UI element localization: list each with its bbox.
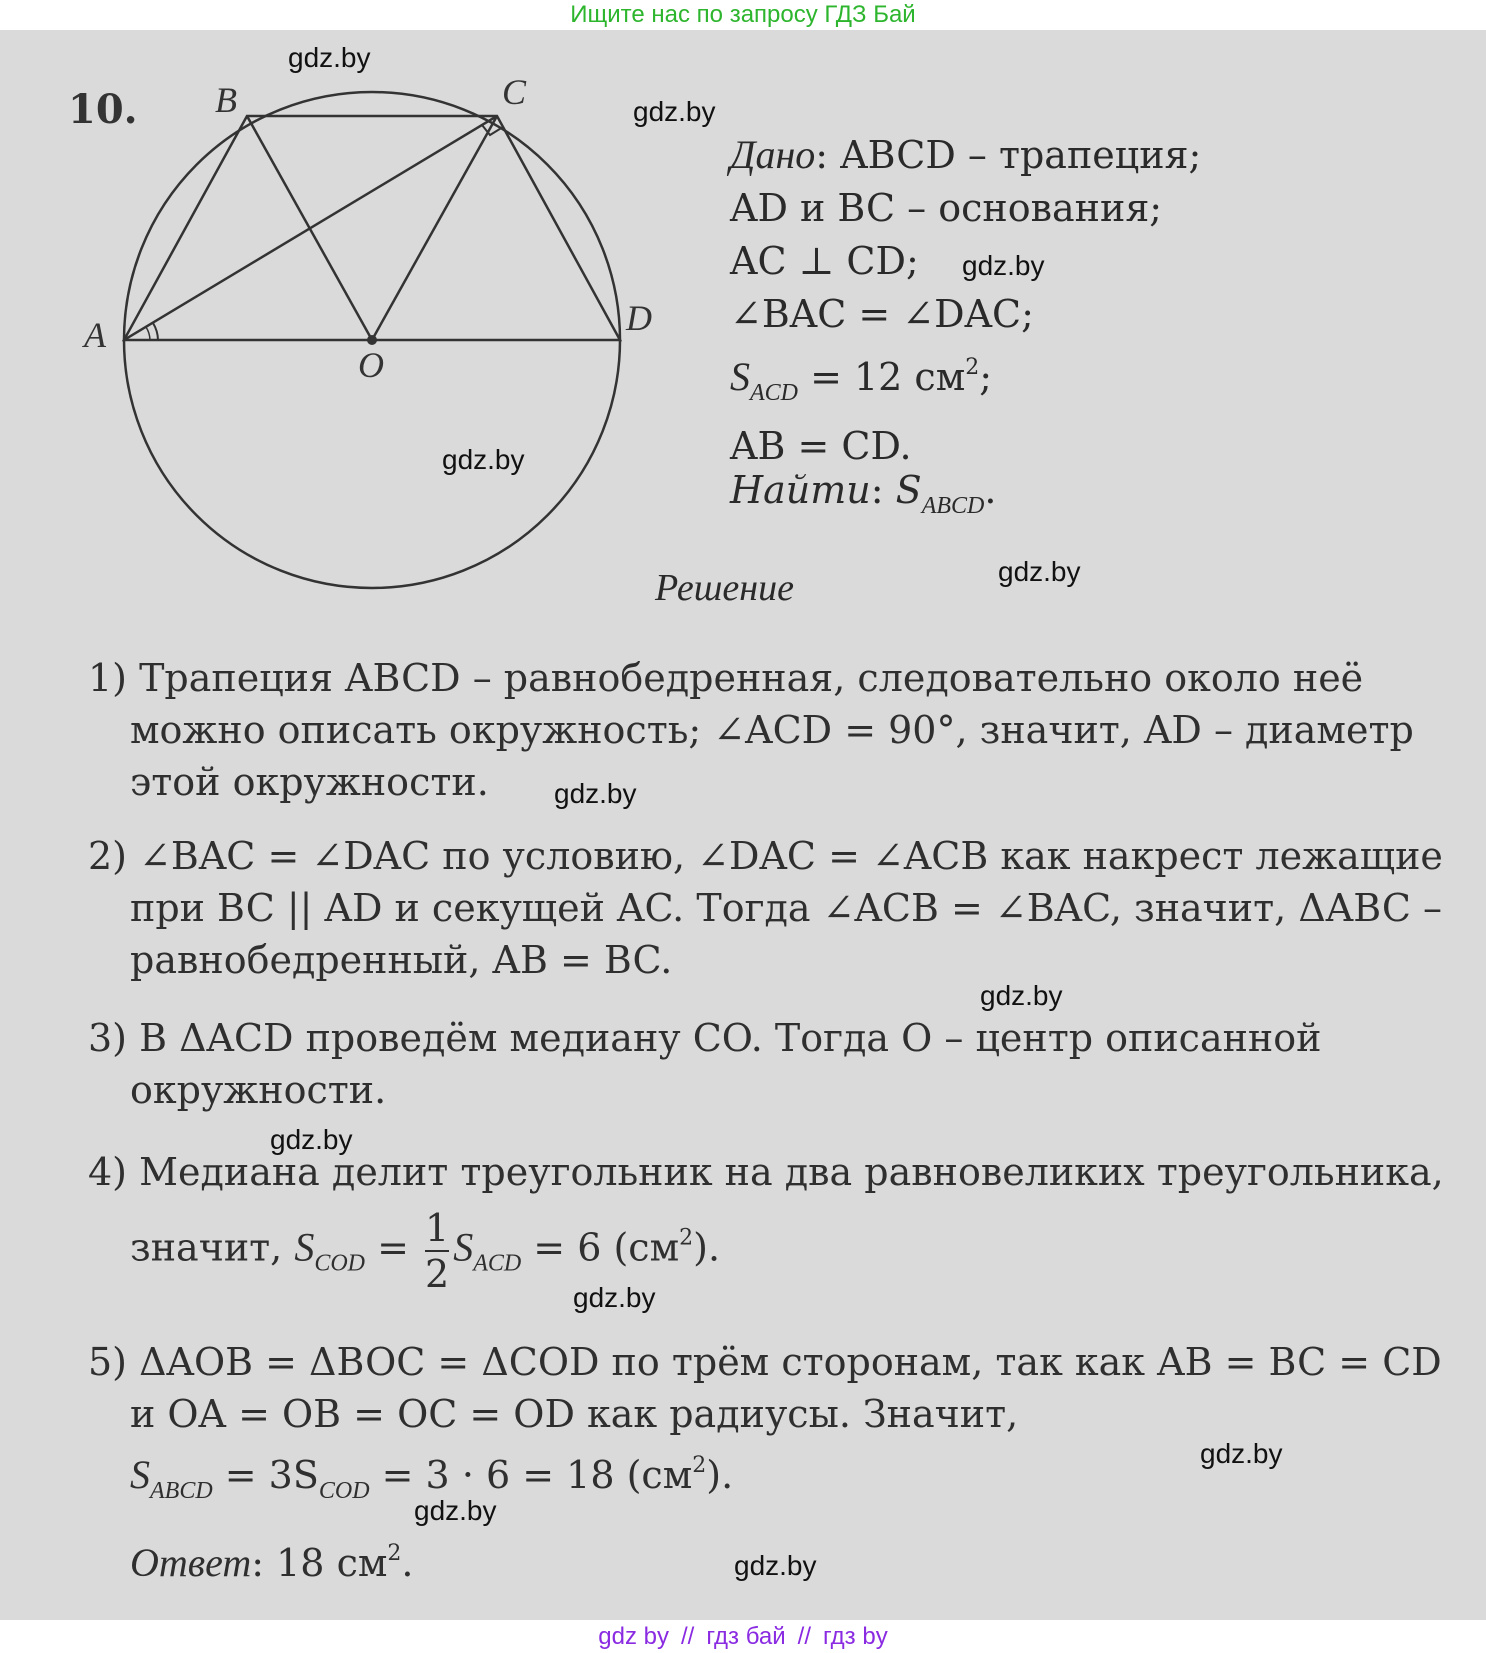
step-1-line-2: можно описать окружность; ∠ACD = 90°, значит, AD – диаметр (130, 708, 1414, 752)
watermark: gdz.by (573, 1282, 656, 1313)
step-1-line-3: этой окружности. (130, 760, 489, 804)
watermark: gdz.by (270, 1124, 353, 1155)
segment-bo (247, 116, 372, 340)
step-2-line-1: 2) ∠BAC = ∠DAC по условию, ∠DAC = ∠ACB как накрест лежащие (88, 834, 1443, 878)
bottom-link-2[interactable]: гдз бай (706, 1623, 786, 1650)
step-5-line-1: 5) ΔAOB = ΔBOC = ΔCOD по трём сторонам, так как AB = BC = CD (88, 1340, 1442, 1384)
step-2 (88, 830, 1443, 986)
find-label: Найти (730, 468, 871, 512)
given-line-1: Дано: ABCD – трапеция; (730, 132, 1202, 177)
given-line-6: AB = CD. (730, 424, 912, 468)
bottom-link-1[interactable]: gdz by (598, 1623, 669, 1650)
answer-line: Ответ: 18 $см^2$. (130, 1540, 414, 1585)
given-block (730, 128, 1201, 473)
watermark: gdz.by (554, 778, 637, 809)
median-co (372, 116, 497, 340)
trapezoid-abcd (124, 116, 620, 340)
step-4-line-1: 4) Медиана делит треугольник на два равновеликих треугольника, (88, 1150, 1444, 1194)
problem-number: 10. (68, 86, 138, 133)
label-a: A (84, 315, 106, 355)
bottom-banner: gdz by // гдз бай // гдз by (0, 1620, 1486, 1653)
angle-mark-a (153, 323, 158, 340)
center-point-o (367, 335, 377, 345)
step-4-line-2: значит, $S_{COD}$ = $\frac{1}{2}$ $S_{ACD} = 6$ $(см^2)$. (130, 1206, 721, 1296)
step-5 (88, 1336, 1442, 1517)
watermark: gdz.by (998, 556, 1081, 587)
answer-label: Ответ (130, 1540, 252, 1585)
step-3-line-2: окружности. (130, 1068, 387, 1112)
watermark: gdz.by (414, 1495, 497, 1526)
given-line-2: AD и BC – основания; (730, 186, 1163, 230)
fraction-one-half: $\frac{1}{2}$ (425, 1206, 450, 1296)
label-d: D (626, 298, 652, 338)
watermark: gdz.by (288, 42, 371, 73)
find-line: Найти: $S_{ABCD}$. (730, 468, 997, 519)
step-2-line-3: равнобедренный, AB = BC. (130, 938, 673, 982)
given-label: Дано (730, 132, 816, 177)
watermark: gdz.by (633, 96, 716, 127)
label-o: O (358, 345, 384, 385)
step-3 (88, 1012, 1321, 1116)
step-2-line-2: при BC || AD и секущей AC. Тогда ∠ACB = ∠BAC, значит, ΔABC – (130, 886, 1442, 930)
given-line-5: $S_{ACD} = 12$ $см^2$; (730, 354, 993, 406)
watermark: gdz.by (442, 444, 525, 475)
step-5-line-3: $S_{ABCD} = 3S_{COD} = 3 \cdot 6 = 18$ $(см^2)$. (130, 1452, 734, 1504)
label-c: C (502, 75, 527, 112)
top-banner (0, 0, 1486, 30)
label-b: B (215, 80, 237, 120)
step-4 (88, 1146, 1444, 1296)
step-1 (88, 652, 1414, 808)
given-line-4: ∠BAC = ∠DAC; (730, 292, 1034, 336)
top-banner-text: Ищите нас по запросу ГДЗ Бай (570, 1, 916, 28)
angle-mark-a2 (146, 327, 150, 340)
watermark: gdz.by (962, 250, 1045, 281)
step-5-line-2: и OA = OB = OC = OD как радиусы. Значит, (130, 1392, 1019, 1436)
watermark: gdz.by (980, 980, 1063, 1011)
watermark: gdz.by (734, 1550, 817, 1581)
given-line-3: AC ⊥ CD; (730, 239, 919, 283)
trapezoid-circle-figure (70, 75, 670, 595)
step-3-line-1: 3) В ΔACD проведём медиану CO. Тогда O – центр описанной (88, 1016, 1322, 1060)
step-1-line-1: 1) Трапеция ABCD – равнобедренная, следовательно около неё (88, 656, 1364, 700)
watermark: gdz.by (1200, 1438, 1283, 1469)
solution-title: Решение (655, 567, 794, 609)
bottom-link-3[interactable]: гдз by (823, 1623, 888, 1650)
